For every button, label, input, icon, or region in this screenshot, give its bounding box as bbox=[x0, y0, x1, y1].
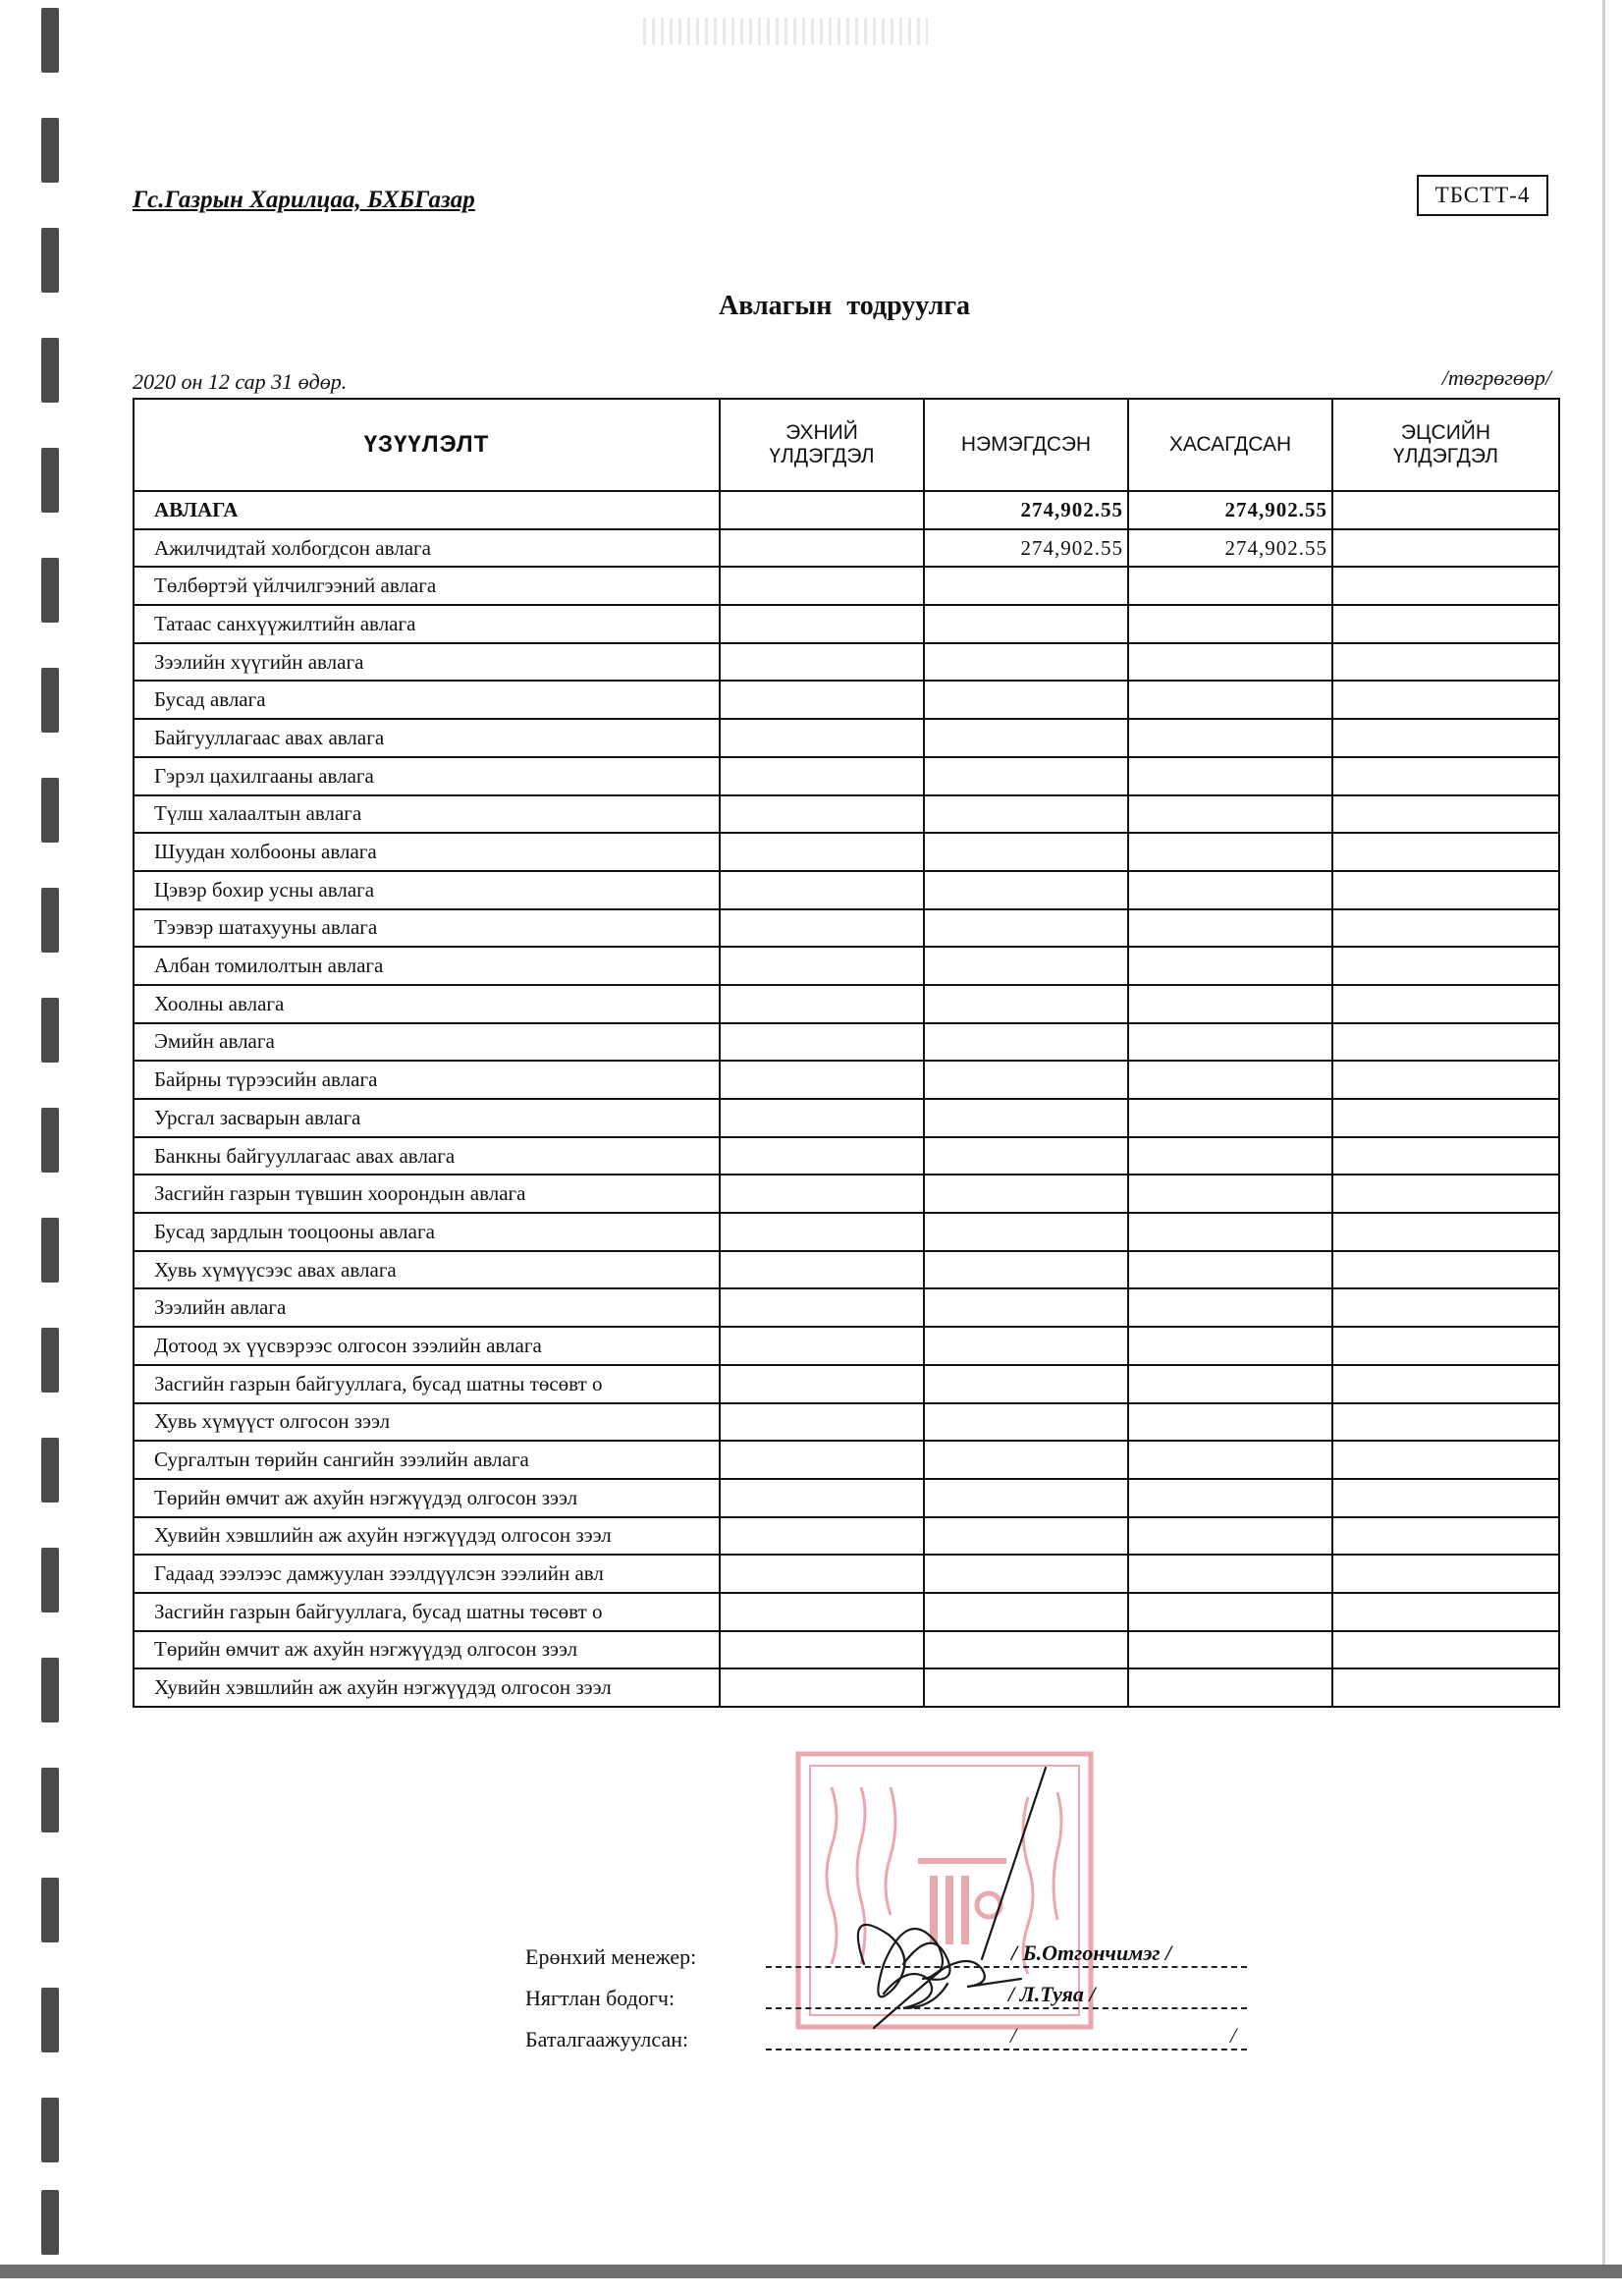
added-cell bbox=[924, 1288, 1128, 1327]
table-row bbox=[134, 795, 1559, 834]
closing-balance-cell bbox=[1332, 681, 1559, 719]
deducted-cell bbox=[1128, 947, 1332, 985]
row-name-cell: Бусад зардлын тооцооны авлага bbox=[134, 1213, 720, 1251]
accountant-label: Нягтлан бодогч: bbox=[525, 1986, 676, 2010]
closing-balance-cell bbox=[1332, 1023, 1559, 1062]
row-name-cell: Засгийн газрын байгууллага, бусад шатны төсөвт о bbox=[134, 1593, 720, 1631]
deducted-cell bbox=[1128, 909, 1332, 948]
row-name-cell: Сургалтын төрийн сангийн зээлийн авлага bbox=[134, 1441, 720, 1479]
added-cell bbox=[924, 1593, 1128, 1631]
signature-row-manager bbox=[525, 1941, 1252, 1978]
table-row bbox=[134, 1593, 1559, 1631]
added-cell bbox=[924, 1175, 1128, 1213]
row-name-cell: Дотоод эх үүсвэрээс олгосон зээлийн авлага bbox=[134, 1327, 720, 1365]
added-cell bbox=[924, 681, 1128, 719]
col-header-added: НЭМЭГДСЭН bbox=[924, 399, 1128, 491]
table-row bbox=[134, 1668, 1559, 1707]
closing-balance-cell bbox=[1332, 833, 1559, 871]
closing-balance-cell bbox=[1332, 1288, 1559, 1327]
closing-balance-cell bbox=[1332, 1479, 1559, 1517]
opening-balance-cell bbox=[720, 719, 924, 757]
opening-balance-cell bbox=[720, 1213, 924, 1251]
table-row bbox=[134, 1365, 1559, 1403]
added-cell bbox=[924, 909, 1128, 948]
closing-balance-cell bbox=[1332, 1137, 1559, 1175]
added-cell bbox=[924, 1365, 1128, 1403]
closing-balance-cell bbox=[1332, 985, 1559, 1023]
closing-balance-cell bbox=[1332, 1365, 1559, 1403]
deducted-cell bbox=[1128, 1137, 1332, 1175]
opening-balance-cell bbox=[720, 1365, 924, 1403]
table-row bbox=[134, 643, 1559, 682]
opening-balance-cell bbox=[720, 1517, 924, 1556]
opening-balance-cell bbox=[720, 1555, 924, 1593]
currency-unit: /төгрөгөөр/ bbox=[1441, 365, 1551, 390]
row-name-cell: Хувь хүмүүст олгосон зээл bbox=[134, 1403, 720, 1442]
table-row bbox=[134, 1555, 1559, 1593]
closing-balance-cell bbox=[1332, 1631, 1559, 1669]
table-row bbox=[134, 567, 1559, 605]
table-row bbox=[134, 1288, 1559, 1327]
opening-balance-cell bbox=[720, 1023, 924, 1062]
opening-balance-cell bbox=[720, 529, 924, 568]
added-cell bbox=[924, 1099, 1128, 1137]
binder-holes bbox=[41, 0, 61, 2296]
row-name-cell: Ажилчидтай холбогдсон авлага bbox=[134, 529, 720, 568]
closing-balance-cell bbox=[1332, 1403, 1559, 1442]
row-name-cell: Хувийн хэвшлийн аж ахуйн нэгжүүдэд олгосон зээл bbox=[134, 1517, 720, 1556]
deducted-cell bbox=[1128, 1061, 1332, 1099]
added-cell bbox=[924, 1517, 1128, 1556]
deducted-cell bbox=[1128, 871, 1332, 909]
closing-balance-cell bbox=[1332, 1555, 1559, 1593]
deducted-cell bbox=[1128, 643, 1332, 682]
added-cell bbox=[924, 1441, 1128, 1479]
row-name-cell: Хувь хүмүүсээс авах авлага bbox=[134, 1251, 720, 1289]
closing-balance-cell bbox=[1332, 795, 1559, 834]
opening-balance-cell bbox=[720, 1061, 924, 1099]
added-cell: 274,902.55 bbox=[924, 529, 1128, 568]
table-row bbox=[134, 1479, 1559, 1517]
deducted-cell bbox=[1128, 1175, 1332, 1213]
opening-balance-cell bbox=[720, 1175, 924, 1213]
row-name-cell: Гэрэл цахилгааны авлага bbox=[134, 757, 720, 795]
table-row bbox=[134, 681, 1559, 719]
opening-balance-cell bbox=[720, 795, 924, 834]
table-row bbox=[134, 1441, 1559, 1479]
closing-balance-cell bbox=[1332, 491, 1559, 529]
closing-balance-cell bbox=[1332, 947, 1559, 985]
row-name-cell: Засгийн газрын байгууллага, бусад шатны төсөвт о bbox=[134, 1365, 720, 1403]
deducted-cell bbox=[1128, 1251, 1332, 1289]
table-row bbox=[134, 909, 1559, 948]
opening-balance-cell bbox=[720, 643, 924, 682]
table-row bbox=[134, 1327, 1559, 1365]
deducted-cell bbox=[1128, 1479, 1332, 1517]
signature-line bbox=[766, 1966, 1247, 1968]
table-row bbox=[134, 1137, 1559, 1175]
row-name-cell: Тээвэр шатахууны авлага bbox=[134, 909, 720, 948]
deducted-cell bbox=[1128, 1213, 1332, 1251]
closing-balance-cell bbox=[1332, 605, 1559, 643]
closing-balance-cell bbox=[1332, 871, 1559, 909]
added-cell bbox=[924, 567, 1128, 605]
table-row bbox=[134, 871, 1559, 909]
added-cell bbox=[924, 757, 1128, 795]
deducted-cell bbox=[1128, 833, 1332, 871]
deducted-cell bbox=[1128, 1023, 1332, 1062]
manager-label: Ерөнхий менежер: bbox=[525, 1944, 697, 1969]
added-cell bbox=[924, 1327, 1128, 1365]
verified-slash-close: / bbox=[1230, 2023, 1237, 2048]
added-cell bbox=[924, 1213, 1128, 1251]
organization-name: Гс.Газрын Харилцаа, БХБГазар bbox=[133, 187, 475, 213]
row-name-cell: Шуудан холбооны авлага bbox=[134, 833, 720, 871]
opening-balance-cell bbox=[720, 567, 924, 605]
signature-line bbox=[766, 2049, 1247, 2050]
added-cell bbox=[924, 833, 1128, 871]
opening-balance-cell bbox=[720, 909, 924, 948]
row-name-cell: Банкны байгууллагаас авах авлага bbox=[134, 1137, 720, 1175]
row-name-cell: Урсгал засварын авлага bbox=[134, 1099, 720, 1137]
opening-balance-cell bbox=[720, 1099, 924, 1137]
opening-balance-cell bbox=[720, 1593, 924, 1631]
row-name-cell: Засгийн газрын түвшин хоорондын авлага bbox=[134, 1175, 720, 1213]
deducted-cell bbox=[1128, 795, 1332, 834]
added-cell bbox=[924, 1668, 1128, 1707]
added-cell bbox=[924, 985, 1128, 1023]
table-row bbox=[134, 719, 1559, 757]
row-name-cell: Төрийн өмчит аж ахуйн нэгжүүдэд олгосон зээл bbox=[134, 1479, 720, 1517]
row-name-cell: Бусад авлага bbox=[134, 681, 720, 719]
added-cell bbox=[924, 1061, 1128, 1099]
verified-label: Баталгаажуулсан: bbox=[525, 2027, 689, 2051]
deducted-cell: 274,902.55 bbox=[1128, 529, 1332, 568]
closing-balance-cell bbox=[1332, 1251, 1559, 1289]
opening-balance-cell bbox=[720, 1479, 924, 1517]
deducted-cell bbox=[1128, 1593, 1332, 1631]
page-edge-right bbox=[1602, 0, 1605, 2269]
closing-balance-cell bbox=[1332, 909, 1559, 948]
table-row bbox=[134, 947, 1559, 985]
col-header-deducted: ХАСАГДСАН bbox=[1128, 399, 1332, 491]
col-header-opening: ЭХНИЙ ҮЛДЭГДЭЛ bbox=[720, 399, 924, 491]
added-cell bbox=[924, 1631, 1128, 1669]
closing-balance-cell bbox=[1332, 1099, 1559, 1137]
table-row bbox=[134, 1631, 1559, 1669]
receivables-table bbox=[133, 398, 1560, 1708]
table-row bbox=[134, 529, 1559, 568]
deducted-cell bbox=[1128, 757, 1332, 795]
deducted-cell bbox=[1128, 1668, 1332, 1707]
added-cell bbox=[924, 947, 1128, 985]
table-row bbox=[134, 491, 1559, 529]
row-name-cell: Түлш халаалтын авлага bbox=[134, 795, 720, 834]
table-row bbox=[134, 833, 1559, 871]
closing-balance-cell bbox=[1332, 757, 1559, 795]
report-date: 2020 он 12 сар 31 өдөр. bbox=[133, 369, 348, 394]
row-name-cell: Төлбөртэй үйлчилгээний авлага bbox=[134, 567, 720, 605]
deducted-cell bbox=[1128, 1403, 1332, 1442]
opening-balance-cell bbox=[720, 757, 924, 795]
table-header-row bbox=[134, 399, 1559, 491]
deducted-cell bbox=[1128, 605, 1332, 643]
closing-balance-cell bbox=[1332, 719, 1559, 757]
closing-balance-cell bbox=[1332, 1441, 1559, 1479]
row-name-cell: АВЛАГА bbox=[134, 491, 720, 529]
form-code-box: ТБСТТ-4 bbox=[1417, 175, 1548, 216]
table-row bbox=[134, 1099, 1559, 1137]
table-row bbox=[134, 1213, 1559, 1251]
signature-row-accountant bbox=[525, 1982, 1252, 2019]
closing-balance-cell bbox=[1332, 1175, 1559, 1213]
added-cell bbox=[924, 1479, 1128, 1517]
row-name-cell: Гадаад зээлээс дамжуулан зээлдүүлсэн зээлийн авл bbox=[134, 1555, 720, 1593]
added-cell bbox=[924, 871, 1128, 909]
row-name-cell: Хоолны авлага bbox=[134, 985, 720, 1023]
closing-balance-cell bbox=[1332, 1327, 1559, 1365]
opening-balance-cell bbox=[720, 681, 924, 719]
scan-smudge bbox=[643, 18, 928, 45]
added-cell bbox=[924, 1137, 1128, 1175]
row-name-cell: Зээлийн хүүгийн авлага bbox=[134, 643, 720, 682]
closing-balance-cell bbox=[1332, 529, 1559, 568]
deducted-cell bbox=[1128, 1441, 1332, 1479]
closing-balance-cell bbox=[1332, 1517, 1559, 1556]
verified-slash-open: / bbox=[1010, 2023, 1017, 2048]
deducted-cell bbox=[1128, 985, 1332, 1023]
table-row bbox=[134, 985, 1559, 1023]
opening-balance-cell bbox=[720, 1403, 924, 1442]
opening-balance-cell bbox=[720, 1441, 924, 1479]
added-cell bbox=[924, 1023, 1128, 1062]
table-row bbox=[134, 1061, 1559, 1099]
row-name-cell: Эмийн авлага bbox=[134, 1023, 720, 1062]
added-cell bbox=[924, 1403, 1128, 1442]
deducted-cell bbox=[1128, 1099, 1332, 1137]
page-edge-bottom bbox=[0, 2265, 1622, 2278]
row-name-cell: Хувийн хэвшлийн аж ахуйн нэгжүүдэд олгосон зээл bbox=[134, 1668, 720, 1707]
row-name-cell: Зээлийн авлага bbox=[134, 1288, 720, 1327]
opening-balance-cell bbox=[720, 1631, 924, 1669]
col-header-indicator: ҮЗҮҮЛЭЛТ bbox=[134, 399, 720, 491]
deducted-cell bbox=[1128, 681, 1332, 719]
closing-balance-cell bbox=[1332, 1668, 1559, 1707]
added-cell bbox=[924, 1251, 1128, 1289]
added-cell bbox=[924, 1555, 1128, 1593]
table-row bbox=[134, 1175, 1559, 1213]
accountant-name: / Л.Туяа / bbox=[1008, 1982, 1096, 2006]
closing-balance-cell bbox=[1332, 1593, 1559, 1631]
added-cell bbox=[924, 643, 1128, 682]
added-cell bbox=[924, 795, 1128, 834]
closing-balance-cell bbox=[1332, 567, 1559, 605]
table-row bbox=[134, 605, 1559, 643]
row-name-cell: Цэвэр бохир усны авлага bbox=[134, 871, 720, 909]
table-row bbox=[134, 1403, 1559, 1442]
document-title: Авлагын тодруулга bbox=[718, 291, 971, 321]
closing-balance-cell bbox=[1332, 643, 1559, 682]
signature-line bbox=[766, 2007, 1247, 2009]
deducted-cell: 274,902.55 bbox=[1128, 491, 1332, 529]
opening-balance-cell bbox=[720, 833, 924, 871]
table-row bbox=[134, 1251, 1559, 1289]
deducted-cell bbox=[1128, 1555, 1332, 1593]
signature-row-verified bbox=[525, 2023, 1252, 2060]
opening-balance-cell bbox=[720, 1327, 924, 1365]
row-name-cell: Татаас санхүүжилтийн авлага bbox=[134, 605, 720, 643]
added-cell: 274,902.55 bbox=[924, 491, 1128, 529]
deducted-cell bbox=[1128, 719, 1332, 757]
opening-balance-cell bbox=[720, 1137, 924, 1175]
opening-balance-cell bbox=[720, 491, 924, 529]
deducted-cell bbox=[1128, 567, 1332, 605]
opening-balance-cell bbox=[720, 1251, 924, 1289]
opening-balance-cell bbox=[720, 947, 924, 985]
table-row bbox=[134, 757, 1559, 795]
opening-balance-cell bbox=[720, 1668, 924, 1707]
deducted-cell bbox=[1128, 1288, 1332, 1327]
closing-balance-cell bbox=[1332, 1061, 1559, 1099]
opening-balance-cell bbox=[720, 985, 924, 1023]
deducted-cell bbox=[1128, 1327, 1332, 1365]
col-header-closing: ЭЦСИЙН ҮЛДЭГДЭЛ bbox=[1332, 399, 1559, 491]
deducted-cell bbox=[1128, 1631, 1332, 1669]
row-name-cell: Байгууллагаас авах авлага bbox=[134, 719, 720, 757]
added-cell bbox=[924, 719, 1128, 757]
opening-balance-cell bbox=[720, 871, 924, 909]
opening-balance-cell bbox=[720, 1288, 924, 1327]
deducted-cell bbox=[1128, 1517, 1332, 1556]
deducted-cell bbox=[1128, 1365, 1332, 1403]
row-name-cell: Төрийн өмчит аж ахуйн нэгжүүдэд олгосон зээл bbox=[134, 1631, 720, 1669]
added-cell bbox=[924, 605, 1128, 643]
table-row bbox=[134, 1517, 1559, 1556]
row-name-cell: Байрны түрээсийн авлага bbox=[134, 1061, 720, 1099]
opening-balance-cell bbox=[720, 605, 924, 643]
manager-name: / Б.Отгончимэг / bbox=[1011, 1941, 1172, 1965]
table-row bbox=[134, 1023, 1559, 1062]
row-name-cell: Албан томилолтын авлага bbox=[134, 947, 720, 985]
closing-balance-cell bbox=[1332, 1213, 1559, 1251]
